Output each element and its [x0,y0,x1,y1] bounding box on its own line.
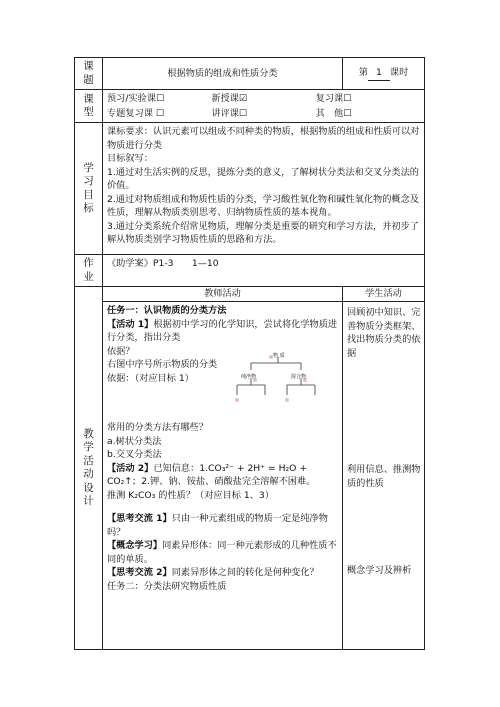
task2-heading: 任务二：分类法研究物质性质 [107,580,227,592]
activity-content-row [75,302,425,650]
goal-item: 2.通过对物质组成和物质性质的分类，学习酸性氧化物和碱性氧化物的概念及性质，理解从物质类别思考、归纳物质性质的基本视角。 [107,193,419,218]
task1-heading: 任务一：认识物质的分类方法 [107,305,227,316]
student-item: 回顾初中知识、完善物质分类框架、找出物质分类的依据 [347,307,421,359]
type-options [103,90,425,123]
goals-row [75,123,425,255]
topic-title: 根据物质的组成和性质分类 [103,58,343,90]
student-header: 学生活动 [343,287,425,302]
student-item: 概念学习及辨析 [347,565,412,576]
teacher-header: 教师活动 [103,287,343,302]
type-option: 其 他☐ [315,107,352,119]
student-item: 利用信息、推测物质的性质 [347,464,421,489]
type-option: 新授课☑ [211,93,248,104]
type-label: 课 型 [75,90,103,123]
homework-label: 作 业 [75,255,103,287]
goals-heading: 目标叙写： [107,153,153,164]
type-option: 专题复习课 ☐ [107,107,165,119]
type-option: 复习课☐ [315,93,352,104]
activity2-infer: 推测 K₂CO₃ 的性质？（对应目标 1、3） [107,489,274,501]
method-a: a.树状分类法 [107,435,162,447]
think2: 【思考交流 2】同素异形体之间的转化是何种变化？ [107,567,319,578]
student-activity [343,302,425,650]
teacher-activity [103,302,343,650]
activity1-line3: 右图中序号所示物质的分类 [107,359,218,370]
lesson-plan-table [74,57,425,650]
tree-left-label: 纯净物 [241,374,257,380]
common-methods-question: 常用的分类方法有哪些？ [107,422,209,433]
homework-row [75,255,425,287]
activity-label: 教 学 活 动 设 计 [75,287,103,650]
activity2: 【活动 2】已知信息：1.CO₃²⁻ + 2H⁺ = H₂O + CO₂↑；2.钾、钠、铵盐、硝酸盐完全溶解不困难。 [107,462,316,487]
activity-header-row [75,287,425,302]
type-row [75,90,425,123]
type-option: 讲评课☐ [211,107,248,119]
concept: 【概念学习】同素异形体：同一种元素形成的几种性质不同的单质。 [107,540,337,565]
homework-text: 《助学案》P1-3 1—10 [103,255,425,287]
goals-content [103,123,425,255]
classification-tree-diagram [233,343,323,421]
lesson-number: 第 1 课时 [343,58,425,90]
method-b: b.交叉分类法 [107,449,162,460]
activity1-line4: 依据：（对应目标 1） [107,372,194,384]
tree-root-label: 物 质 [273,353,285,359]
type-option: 预习/实验课☐ [107,93,165,104]
topic-label: 课 题 [75,58,103,90]
goals-label: 学 习 目 标 [75,123,103,255]
activity1: 【活动 1】根据初中学习的化学知识，尝试将化学物质进行分类，指出分类 [107,318,338,343]
think1: 【思考交流 1】只由一种元素组成的物质一定是纯净物吗？ [107,513,328,538]
goal-item: 1.通过对生活实例的反思，提炼分类的意义，了解树状分类法和交叉分类法的价值。 [107,166,419,191]
tree-right-label: 混合物 [291,374,307,380]
goals-requirement: 课标要求：认识元素可以组成不同种类的物质，根据物质的组成和性质可以对物质进行分类 [107,126,420,151]
goal-item: 3.通过分类系统介绍常见物质，理解分类是重要的研究和学习方法，并初步了解从物质类别学习物质性质的思路和方法。 [107,220,419,245]
activity1-line2: 依据？ [107,345,135,357]
topic-row [75,58,425,90]
